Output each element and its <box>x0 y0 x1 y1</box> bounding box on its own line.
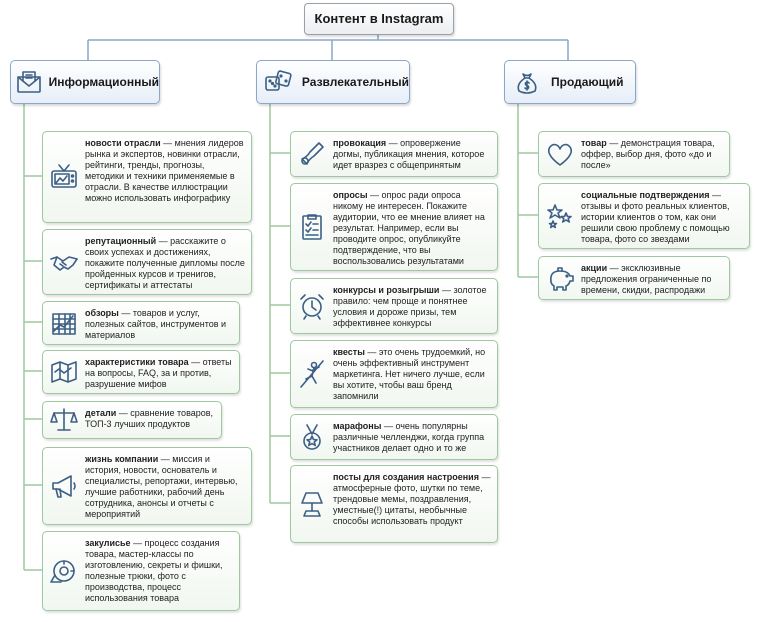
piggy-bank-icon <box>545 263 575 293</box>
card-text: — мнения лидеров рынка и экспертов, новинки отрасли, рейтинги, тренды, прогнозы, методики и техники применяемые в отрасли. В качестве иллюстрации можно использовать инфографику <box>85 138 244 203</box>
lamp-icon <box>297 489 327 519</box>
checklist-icon <box>297 212 327 242</box>
card-polls[interactable] <box>290 183 498 271</box>
card-title: характеристики товара <box>85 357 189 367</box>
alarm-clock-icon <box>297 291 327 321</box>
card-promotions[interactable] <box>538 256 730 300</box>
card-company-life[interactable] <box>42 447 252 525</box>
card-title: новости отрасли <box>85 138 161 148</box>
card-contests[interactable] <box>290 278 498 334</box>
handshake-icon <box>49 247 79 277</box>
root-node[interactable] <box>304 3 454 35</box>
card-title: жизнь компании <box>85 454 159 464</box>
card-text: — миссия и история, новости, основатель и специалисты, репортажи, интервью, лучшие работники, рабочий день сотрудника, анонсы и отчеты с мероприятий <box>85 454 238 519</box>
card-title: марафоны <box>333 421 382 431</box>
category-label: Развлекательный <box>301 75 409 89</box>
horn-icon <box>297 139 327 169</box>
card-social-proof[interactable] <box>538 183 750 249</box>
category-label: Продающий <box>551 75 624 89</box>
card-mood-posts[interactable] <box>290 465 498 543</box>
stars-icon <box>545 201 575 231</box>
card-title: детали <box>85 408 117 418</box>
card-text: — расскажите о своих успехах и достижениях, покажите полученные дипломы после пройденных курсов и тренигов, сертификаты и аттестаты <box>85 236 245 290</box>
card-product-features[interactable] <box>42 350 240 394</box>
card-provocation[interactable] <box>290 131 498 177</box>
card-title: акции <box>581 263 608 273</box>
card-text: — товаров и услуг, полезных сайтов, инструментов и материалов <box>85 308 227 340</box>
card-title: посты для создания настроения <box>333 472 479 482</box>
card-reputation[interactable] <box>42 229 252 295</box>
card-quests[interactable] <box>290 340 498 408</box>
card-text: — ответы на вопросы, FAQ, за и против, разрушение мифов <box>85 357 232 389</box>
card-title: квесты <box>333 347 365 357</box>
card-text: — сравнение товаров, ТОП-3 лучших продуктов <box>85 408 214 429</box>
climber-icon <box>297 359 327 389</box>
card-text: — это очень трудоемкий, но очень эффективный инструмент маркетинга. Нет ничего лучше, если вы хотите, чтобы ваш бренд запомнили <box>333 347 486 401</box>
chart-icon <box>49 308 79 338</box>
card-title: закулисье <box>85 538 131 548</box>
card-text: — процесс создания товара, мастер-классы по изготовлению, секреты и фишки, полезные трюки, фото с производства, процесс использования товара <box>85 538 223 603</box>
scales-icon <box>49 405 79 435</box>
category-informational[interactable] <box>10 60 160 104</box>
card-text: — опрос ради опроса никому не интересен. Покажите аудитории, что ее мнение влияет на результат. Например, если вы проводите опрос, опубликуйте подтверждение, что вы воспользовались результатами <box>333 190 485 266</box>
category-entertainment[interactable] <box>256 60 410 104</box>
card-title: обзоры <box>85 308 119 318</box>
card-text: — отзывы и фото реальных клиентов, истории клиентов о том, как они решили свою проблему с помощью товара, фото со звездами <box>581 190 730 244</box>
card-title: провокация <box>333 138 387 148</box>
root-title: Контент в Instagram <box>314 11 444 26</box>
map-icon <box>49 357 79 387</box>
tape-icon <box>49 556 79 586</box>
category-label: Информационный <box>48 75 159 89</box>
card-industry-news[interactable] <box>42 131 252 223</box>
dice-icon <box>257 61 300 103</box>
card-details[interactable] <box>42 401 222 439</box>
money-bag-icon <box>505 61 549 103</box>
card-text: — атмосферные фото, шутки по теме, трендовые мемы, поздравления, уместные(!) цитаты, необычные способы использовать продукт <box>333 472 491 526</box>
tv-icon <box>49 162 79 192</box>
card-marathons[interactable] <box>290 414 498 460</box>
category-selling[interactable] <box>504 60 636 104</box>
card-product[interactable] <box>538 131 730 177</box>
card-text: — демонстрация товара, оффер, выбор дня, фото «до и после» <box>581 138 715 170</box>
connector-line <box>88 34 568 60</box>
megaphone-icon <box>49 471 79 501</box>
card-text: — золотое правило: чем проще и понятнее условия и дороже призы, тем эффективнее конкурсы <box>333 285 487 328</box>
card-reviews[interactable] <box>42 301 240 345</box>
medal-icon <box>297 422 327 452</box>
card-text: — эксклюзивные предложения ограниченные по времени, скидки, распродажи <box>581 263 712 295</box>
card-text: — опровержение догмы, публикация мнения, которое идет вразрез с общепринятым <box>333 138 485 170</box>
card-text: — очень популярны различные челленджи, когда группа участников делает одно и то же <box>333 421 485 453</box>
card-title: товар <box>581 138 607 148</box>
card-backstage[interactable] <box>42 531 240 611</box>
card-title: опросы <box>333 190 368 200</box>
envelope-icon <box>11 61 47 103</box>
card-title: конкурсы и розыгрыши <box>333 285 440 295</box>
card-title: репутационный <box>85 236 157 246</box>
card-title: социальные подтверждения <box>581 190 710 200</box>
heart-icon <box>545 139 575 169</box>
